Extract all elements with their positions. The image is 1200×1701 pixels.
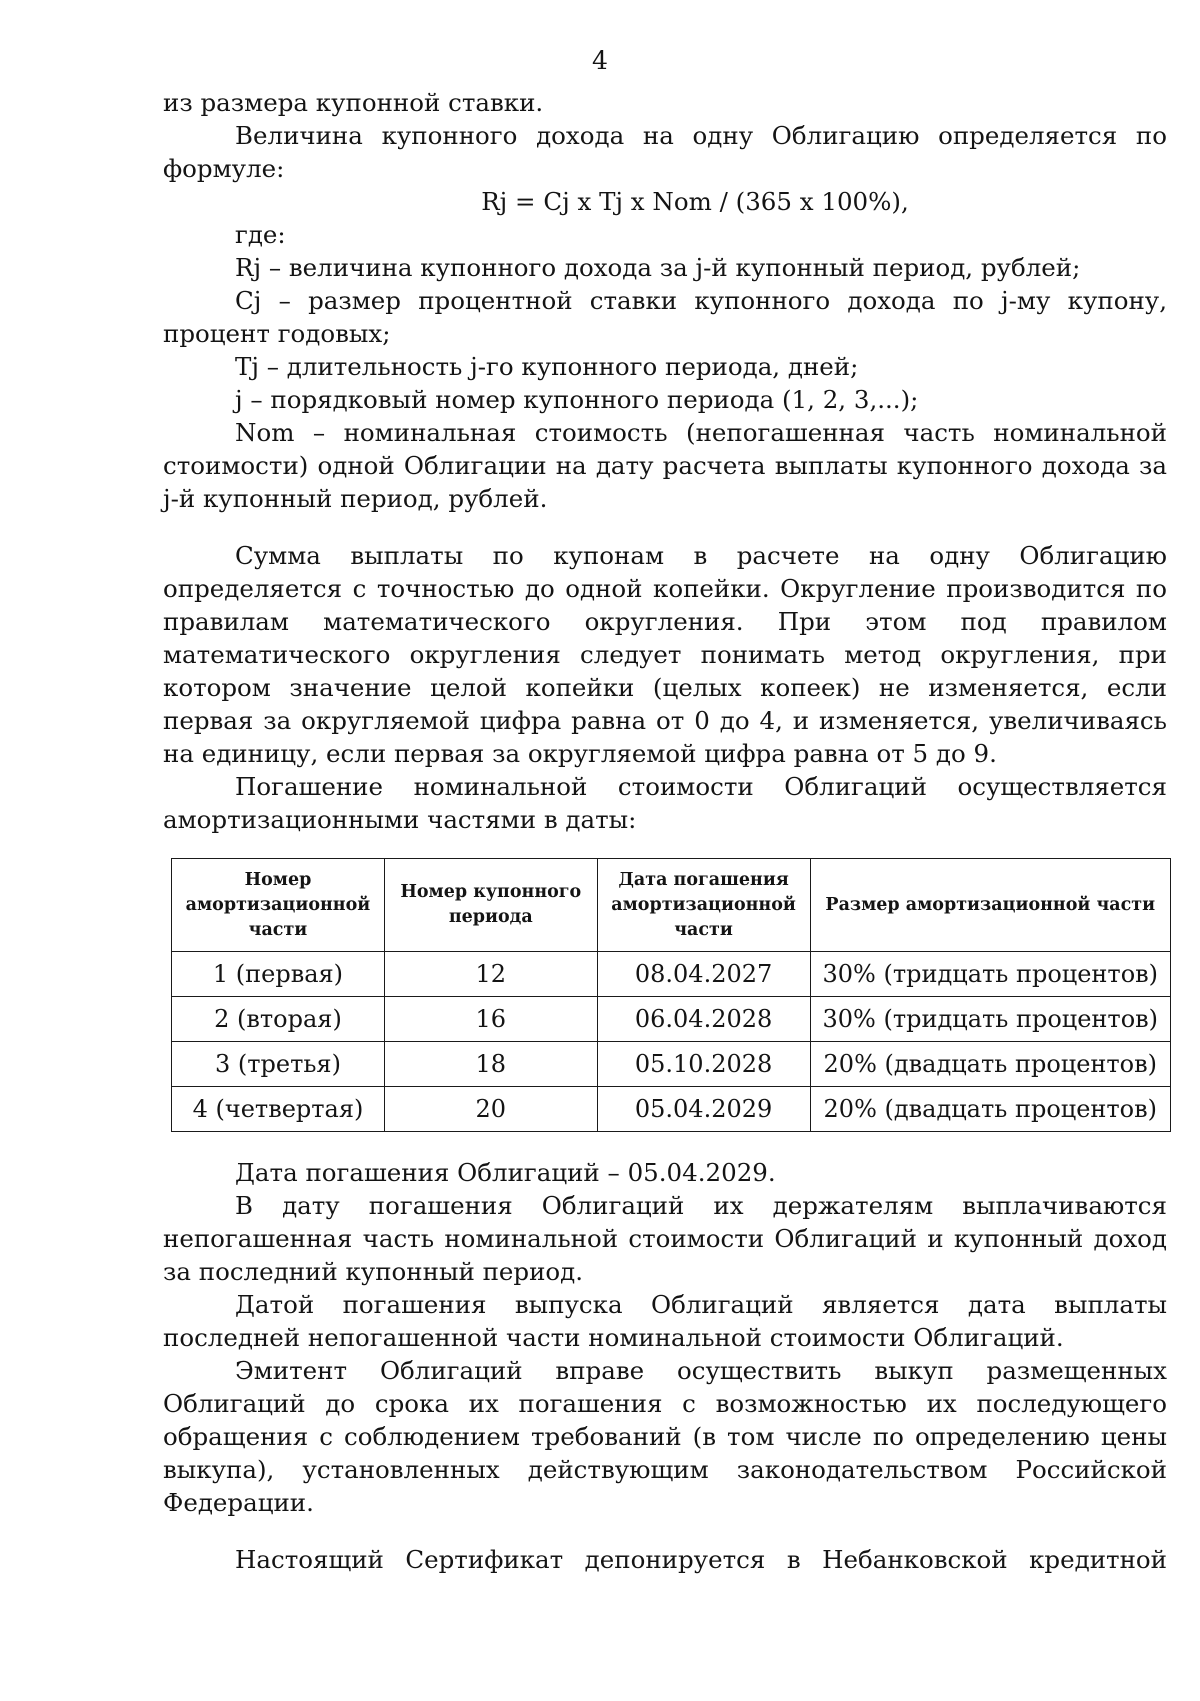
table-cell: 16 [384,997,597,1042]
table-header-cell: Размер амортизационной части [810,859,1170,952]
table-cell: 12 [384,952,597,997]
definition-tj: Tj – длительность j-го купонного периода, дней; [235,352,859,381]
definition-nom: Nom – номинальная стоимость (непогашенная часть номинальной стоимости) одной Облигации на дату расчета выплаты купонного дохода за j-й купонный период, рублей. [163,418,1167,513]
paragraph-rounding: Сумма выплаты по купонам в расчете на одну Облигацию определяется с точностью до одной копейки. Округление производится по правилам математического округления. При этом под правилом математического округления следует понимать метод округления, при котором значение целой копейки (целых копеек) не изменяется, если первая за округляемой цифра равна от 0 до 4, и изменяется, увеличиваясь на единицу, если первая за округляемой цифра равна от 5 до 9. [163,541,1167,768]
paragraph-formula-intro: Величина купонного дохода на одну Облигацию определяется по формуле: [163,121,1167,183]
paragraph-maturity-date: Дата погашения Облигаций – 05.04.2029. [235,1158,776,1187]
amortization-table [171,858,1171,1132]
table-row [172,952,1171,997]
where-label: где: [235,220,286,249]
table-row [172,1042,1171,1087]
table-cell: 06.04.2028 [597,997,810,1042]
paragraph-payout: В дату погашения Облигаций их держателям выплачиваются непогашенная часть номинальной стоимости Облигаций и купонный доход за последний купонный период. [163,1191,1167,1286]
table-cell: 2 (вторая) [172,997,385,1042]
page-number: 4 [592,46,608,75]
table-cell: 20 [384,1087,597,1132]
table-cell: 30% (тридцать процентов) [810,952,1170,997]
table-cell: 18 [384,1042,597,1087]
table-cell: 3 (третья) [172,1042,385,1087]
table-cell: 1 (первая) [172,952,385,997]
table-row [172,997,1171,1042]
table-cell: 20% (двадцать процентов) [810,1042,1170,1087]
table-row [172,1087,1171,1132]
definition-cj: Cj – размер процентной ставки купонного дохода по j-му купону, процент годовых; [163,286,1167,348]
definition-rj: Rj – величина купонного дохода за j-й купонный период, рублей; [235,253,1081,282]
table-header-cell: Номер амортизационной части [172,859,385,952]
paragraph-issue-maturity: Датой погашения выпуска Облигаций является дата выплаты последней непогашенной части номинальной стоимости Облигаций. [163,1290,1167,1352]
table-cell: 05.10.2028 [597,1042,810,1087]
paragraph-buyback: Эмитент Облигаций вправе осуществить выкуп размещенных Облигаций до срока их погашения с возможностью их последующего обращения с соблюдением требований (в том числе по определению цены выкупа), установленных действующим законодательством Российской Федерации. [163,1356,1167,1517]
definition-j: j – порядковый номер купонного периода (1, 2, 3,...); [235,385,919,414]
coupon-formula: Rj = Cj x Tj x Nom / (365 x 100%), [481,187,909,216]
table-header-cell: Дата погашения амортизационной части [597,859,810,952]
document-body [163,86,1167,1576]
table-cell: 20% (двадцать процентов) [810,1087,1170,1132]
table-header-cell: Номер купонного периода [384,859,597,952]
table-cell: 08.04.2027 [597,952,810,997]
table-cell: 05.04.2029 [597,1087,810,1132]
table-cell: 4 (четвертая) [172,1087,385,1132]
table-cell: 30% (тридцать процентов) [810,997,1170,1042]
table-header-row [172,859,1171,952]
paragraph-amortization-intro: Погашение номинальной стоимости Облигаций осуществляется амортизационными частями в даты: [163,772,1167,834]
paragraph-certificate: Настоящий Сертификат депонируется в Небанковской кредитной [235,1545,1167,1574]
paragraph-continuation: из размера купонной ставки. [163,88,544,117]
